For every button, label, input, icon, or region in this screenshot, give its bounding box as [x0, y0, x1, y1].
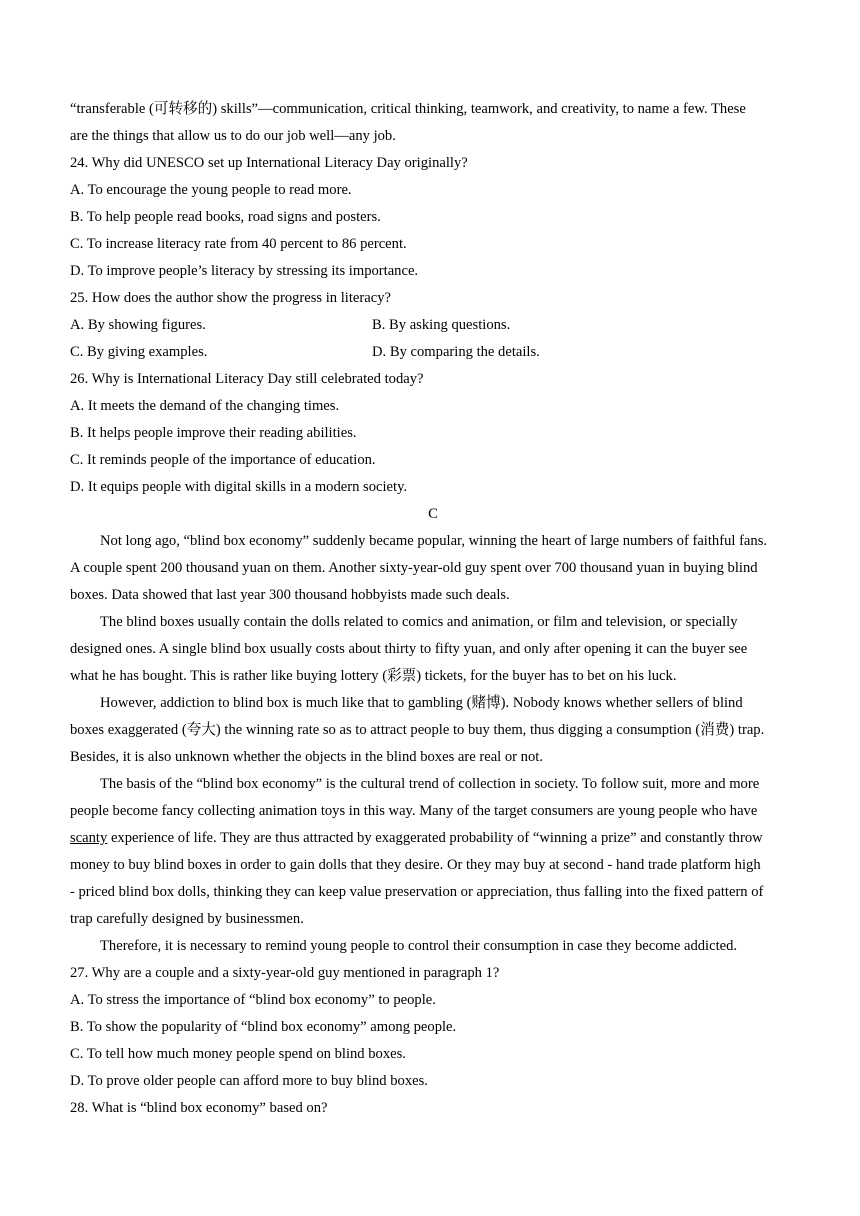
- q26-option-a: A. It meets the demand of the changing times.: [70, 398, 340, 414]
- q24-option-b: B. To help people read books, road signs and posters.: [70, 209, 381, 225]
- q25-option-c: C. By giving examples.: [70, 344, 208, 360]
- passage-p1-line-2: A couple spent 200 thousand yuan on them. Another sixty-year-old guy spent over 700 thousand yuan in buying blind: [70, 560, 758, 576]
- section-c-heading: C: [428, 506, 438, 522]
- question-27: 27. Why are a couple and a sixty-year-old guy mentioned in paragraph 1?: [70, 965, 500, 981]
- underlined-word-scanty: scanty: [70, 830, 108, 846]
- passage-p4-line-4: money to buy blind boxes in order to gain dolls that they desire. Or they may buy at second - hand trade platform high: [70, 857, 761, 873]
- question-25: 25. How does the author show the progress in literacy?: [70, 290, 391, 306]
- q27-option-b: B. To show the popularity of “blind box economy” among people.: [70, 1019, 457, 1035]
- q24-option-c: C. To increase literacy rate from 40 percent to 86 percent.: [70, 236, 407, 252]
- question-28: 28. What is “blind box economy” based on?: [70, 1100, 328, 1116]
- q27-option-a: A. To stress the importance of “blind box economy” to people.: [70, 992, 436, 1008]
- q24-option-a: A. To encourage the young people to read more.: [70, 182, 352, 198]
- q26-option-c: C. It reminds people of the importance of education.: [70, 452, 376, 468]
- passage-p3-line-2: boxes exaggerated (夸大) the winning rate so as to attract people to buy them, thus digging a consumption (消费) trap.: [70, 722, 765, 738]
- passage-p2-line-3: what he has bought. This is rather like buying lottery (彩票) tickets, for the buyer has to bet on his luck.: [70, 668, 677, 684]
- q26-option-b: B. It helps people improve their reading abilities.: [70, 425, 357, 441]
- q27-option-c: C. To tell how much money people spend on blind boxes.: [70, 1046, 406, 1062]
- passage-p4-line-5: - priced blind box dolls, thinking they can keep value preservation or appreciation, thus falling into the fixed pattern of: [70, 884, 764, 900]
- passage-p2-line-2: designed ones. A single blind box usually costs about thirty to fifty yuan, and only after opening it can the buyer see: [70, 641, 748, 657]
- q25-option-d: D. By comparing the details.: [372, 344, 540, 360]
- question-24: 24. Why did UNESCO set up International Literacy Day originally?: [70, 155, 468, 171]
- passage-p3-line-3: Besides, it is also unknown whether the objects in the blind boxes are real or not.: [70, 749, 543, 765]
- q25-option-a: A. By showing figures.: [70, 317, 206, 333]
- intro-line-1: “transferable (可转移的) skills”—communication, critical thinking, teamwork, and creativity, to name a few. These: [70, 101, 746, 117]
- passage-p5: Therefore, it is necessary to remind young people to control their consumption in case they become addicted.: [100, 938, 738, 954]
- q25-options-row-1: [70, 312, 796, 339]
- q27-option-d: D. To prove older people can afford more to buy blind boxes.: [70, 1073, 428, 1089]
- passage-p1-line-3: boxes. Data showed that last year 300 thousand hobbyists made such deals.: [70, 587, 510, 603]
- passage-p2-line-1: The blind boxes usually contain the dolls related to comics and animation, or film and television, or specially: [100, 614, 738, 630]
- passage-p3-line-1: However, addiction to blind box is much like that to gambling (赌博). Nobody knows whether sellers of blind: [100, 695, 743, 711]
- passage-p4-line-2: people become fancy collecting animation toys in this way. Many of the target consumers are young people who have: [70, 803, 758, 819]
- passage-p1-line-1: Not long ago, “blind box economy” suddenly became popular, winning the heart of large numbers of faithful fans.: [100, 533, 768, 549]
- q25-option-b: B. By asking questions.: [372, 317, 511, 333]
- passage-p4-line-6: trap carefully designed by businessmen.: [70, 911, 304, 927]
- q25-options-row-2: [70, 339, 796, 366]
- document-page: [70, 96, 796, 1122]
- passage-p4-line-3: [70, 825, 796, 852]
- intro-line-2: are the things that allow us to do our job well—any job.: [70, 128, 396, 144]
- question-26: 26. Why is International Literacy Day still celebrated today?: [70, 371, 424, 387]
- passage-p4-line-3-rest: experience of life. They are thus attracted by exaggerated probability of “winning a prize” and constantly throw: [107, 830, 763, 846]
- q26-option-d: D. It equips people with digital skills in a modern society.: [70, 479, 408, 495]
- passage-p4-line-1: The basis of the “blind box economy” is the cultural trend of collection in society. To follow suit, more and more: [100, 776, 760, 792]
- q24-option-d: D. To improve people’s literacy by stressing its importance.: [70, 263, 419, 279]
